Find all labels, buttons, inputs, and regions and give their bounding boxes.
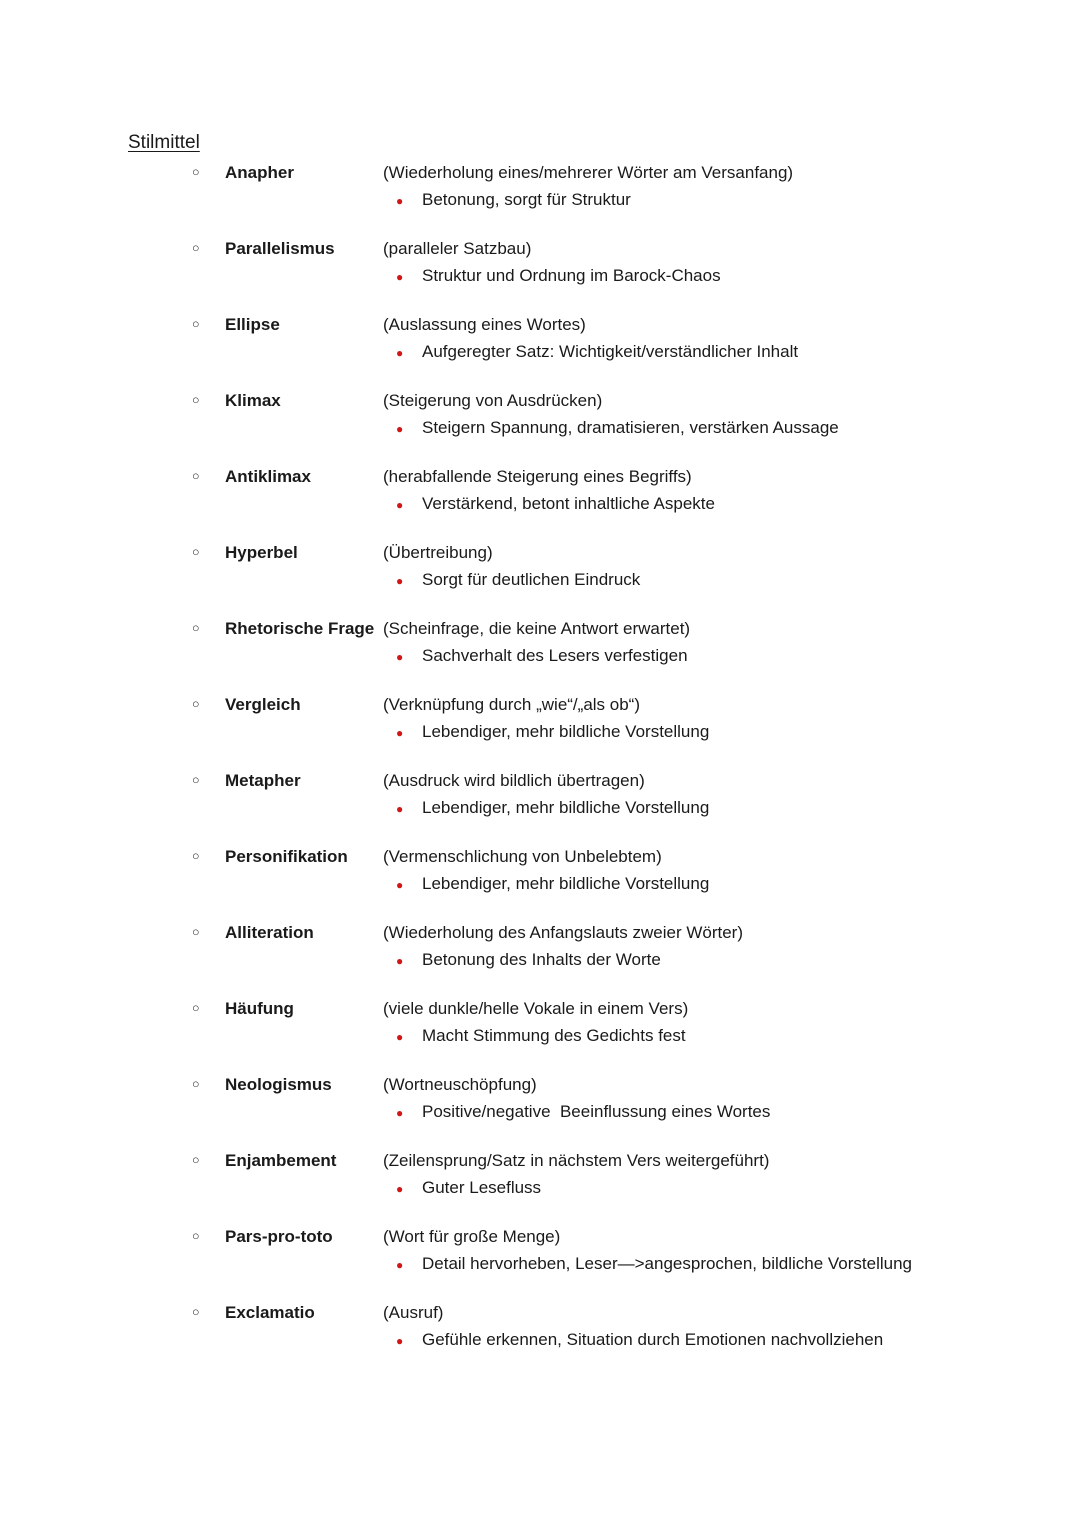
red-bullet-icon: ● xyxy=(396,878,404,892)
stilmittel-item xyxy=(192,691,1020,747)
stilmittel-effect: Gefühle erkennen, Situation durch Emotionen nachvollziehen xyxy=(422,1330,884,1349)
stilmittel-effect: Macht Stimmung des Gedichts fest xyxy=(422,1026,686,1045)
stilmittel-term: Rhetorische Frage xyxy=(225,619,375,638)
red-bullet-icon: ● xyxy=(396,1334,404,1348)
circle-bullet-icon: ○ xyxy=(192,393,200,407)
stilmittel-term: Parallelismus xyxy=(225,239,335,258)
effect-line xyxy=(383,1174,1020,1203)
circle-bullet-icon: ○ xyxy=(192,773,200,787)
stilmittel-effect: Aufgeregter Satz: Wichtigkeit/verständlicher Inhalt xyxy=(422,342,799,361)
circle-bullet-icon: ○ xyxy=(192,1153,200,1167)
stilmittel-item xyxy=(192,159,1020,215)
circle-bullet-icon: ○ xyxy=(192,1001,200,1015)
red-bullet-icon: ● xyxy=(396,954,404,968)
stilmittel-item xyxy=(192,387,1020,443)
red-bullet-icon: ● xyxy=(396,802,404,816)
stilmittel-term: Klimax xyxy=(225,391,281,410)
stilmittel-definition: (viele dunkle/helle Vokale in einem Vers) xyxy=(383,999,689,1018)
red-bullet-icon: ● xyxy=(396,498,404,512)
effect-line xyxy=(383,262,1020,291)
effect-line xyxy=(383,718,1020,747)
stilmittel-definition: (paralleler Satzbau) xyxy=(383,239,532,258)
circle-bullet-icon: ○ xyxy=(192,241,200,255)
red-bullet-icon: ● xyxy=(396,1182,404,1196)
stilmittel-definition: (Steigerung von Ausdrücken) xyxy=(383,391,603,410)
red-bullet-icon: ● xyxy=(396,1030,404,1044)
stilmittel-term: Exclamatio xyxy=(225,1303,315,1322)
stilmittel-effect: Sachverhalt des Lesers verfestigen xyxy=(422,646,688,665)
effect-line xyxy=(383,946,1020,975)
red-bullet-icon: ● xyxy=(396,726,404,740)
stilmittel-item xyxy=(192,615,1020,671)
stilmittel-definition: (Ausdruck wird bildlich übertragen) xyxy=(383,771,645,790)
red-bullet-icon: ● xyxy=(396,270,404,284)
circle-bullet-icon: ○ xyxy=(192,165,200,179)
stilmittel-term: Metapher xyxy=(225,771,301,790)
stilmittel-effect: Betonung des Inhalts der Worte xyxy=(422,950,661,969)
red-bullet-icon: ● xyxy=(396,1106,404,1120)
circle-bullet-icon: ○ xyxy=(192,621,200,635)
effect-line xyxy=(383,338,1020,367)
stilmittel-definition: (Wort für große Menge) xyxy=(383,1227,561,1246)
stilmittel-item xyxy=(192,311,1020,367)
effect-line xyxy=(383,794,1020,823)
effect-line xyxy=(383,870,1020,899)
stilmittel-definition: (Verknüpfung durch „wie“/„als ob“) xyxy=(383,695,641,714)
stilmittel-definition: (Zeilensprung/Satz in nächstem Vers weitergeführt) xyxy=(383,1151,770,1170)
effect-line xyxy=(383,1022,1020,1051)
stilmittel-term: Antiklimax xyxy=(225,467,311,486)
stilmittel-item xyxy=(192,235,1020,291)
effect-line xyxy=(383,1326,1020,1355)
circle-bullet-icon: ○ xyxy=(192,1077,200,1091)
stilmittel-effect: Verstärkend, betont inhaltliche Aspekte xyxy=(422,494,715,513)
stilmittel-term: Enjambement xyxy=(225,1151,337,1170)
stilmittel-item xyxy=(192,1223,1020,1279)
circle-bullet-icon: ○ xyxy=(192,849,200,863)
circle-bullet-icon: ○ xyxy=(192,545,200,559)
stilmittel-effect: Guter Lesefluss xyxy=(422,1178,542,1197)
stilmittel-definition: (Auslassung eines Wortes) xyxy=(383,315,586,334)
stilmittel-term: Ellipse xyxy=(225,315,280,334)
stilmittel-item xyxy=(192,919,1020,975)
page-title: Stilmittel xyxy=(128,132,200,153)
stilmittel-item xyxy=(192,1071,1020,1127)
circle-bullet-icon: ○ xyxy=(192,1305,200,1319)
stilmittel-definition: (Vermenschlichung von Unbelebtem) xyxy=(383,847,662,866)
stilmittel-term: Pars-pro-toto xyxy=(225,1227,333,1246)
stilmittel-item xyxy=(192,1147,1020,1203)
stilmittel-effect: Betonung, sorgt für Struktur xyxy=(422,190,631,209)
stilmittel-effect: Lebendiger, mehr bildliche Vorstellung xyxy=(422,874,710,893)
stilmittel-item xyxy=(192,995,1020,1051)
circle-bullet-icon: ○ xyxy=(192,469,200,483)
stilmittel-effect: Steigern Spannung, dramatisieren, verstärken Aussage xyxy=(422,418,839,437)
stilmittel-effect: Detail hervorheben, Leser—>angesprochen, bildliche Vorstellung xyxy=(422,1254,913,1273)
effect-line xyxy=(383,1250,1020,1279)
stilmittel-definition: (Scheinfrage, die keine Antwort erwartet) xyxy=(383,619,691,638)
circle-bullet-icon: ○ xyxy=(192,697,200,711)
stilmittel-definition: (Wortneuschöpfung) xyxy=(383,1075,537,1094)
stilmittel-term: Anapher xyxy=(225,163,294,182)
red-bullet-icon: ● xyxy=(396,1258,404,1272)
red-bullet-icon: ● xyxy=(396,346,404,360)
circle-bullet-icon: ○ xyxy=(192,1229,200,1243)
stilmittel-definition: (Ausruf) xyxy=(383,1303,444,1322)
stilmittel-effect: Lebendiger, mehr bildliche Vorstellung xyxy=(422,722,710,741)
stilmittel-term: Vergleich xyxy=(225,695,301,714)
stilmittel-term: Personifikation xyxy=(225,847,348,866)
stilmittel-term: Alliteration xyxy=(225,923,314,942)
circle-bullet-icon: ○ xyxy=(192,925,200,939)
stilmittel-definition: (Übertreibung) xyxy=(383,543,493,562)
effect-line xyxy=(383,1098,1020,1127)
stilmittel-item xyxy=(192,1299,1020,1355)
stilmittel-item xyxy=(192,767,1020,823)
effect-line xyxy=(383,566,1020,595)
stilmittel-definition: (herabfallende Steigerung eines Begriffs) xyxy=(383,467,692,486)
stilmittel-effect: Sorgt für deutlichen Eindruck xyxy=(422,570,641,589)
stilmittel-effect: Positive/negative Beeinflussung eines Wortes xyxy=(422,1102,771,1121)
red-bullet-icon: ● xyxy=(396,422,404,436)
stilmittel-definition: (Wiederholung des Anfangslauts zweier Wörter) xyxy=(383,923,743,942)
red-bullet-icon: ● xyxy=(396,650,404,664)
red-bullet-icon: ● xyxy=(396,574,404,588)
stilmittel-definition: (Wiederholung eines/mehrerer Wörter am Versanfang) xyxy=(383,163,794,182)
effect-line xyxy=(383,490,1020,519)
stilmittel-term: Neologismus xyxy=(225,1075,332,1094)
effect-line xyxy=(383,186,1020,215)
circle-bullet-icon: ○ xyxy=(192,317,200,331)
stilmittel-effect: Struktur und Ordnung im Barock-Chaos xyxy=(422,266,721,285)
stilmittel-item xyxy=(192,463,1020,519)
stilmittel-list xyxy=(192,159,1020,1355)
red-bullet-icon: ● xyxy=(396,194,404,208)
stilmittel-item xyxy=(192,539,1020,595)
stilmittel-term: Hyperbel xyxy=(225,543,298,562)
stilmittel-effect: Lebendiger, mehr bildliche Vorstellung xyxy=(422,798,710,817)
stilmittel-item xyxy=(192,843,1020,899)
stilmittel-term: Häufung xyxy=(225,999,294,1018)
effect-line xyxy=(383,642,1020,671)
effect-line xyxy=(383,414,1020,443)
